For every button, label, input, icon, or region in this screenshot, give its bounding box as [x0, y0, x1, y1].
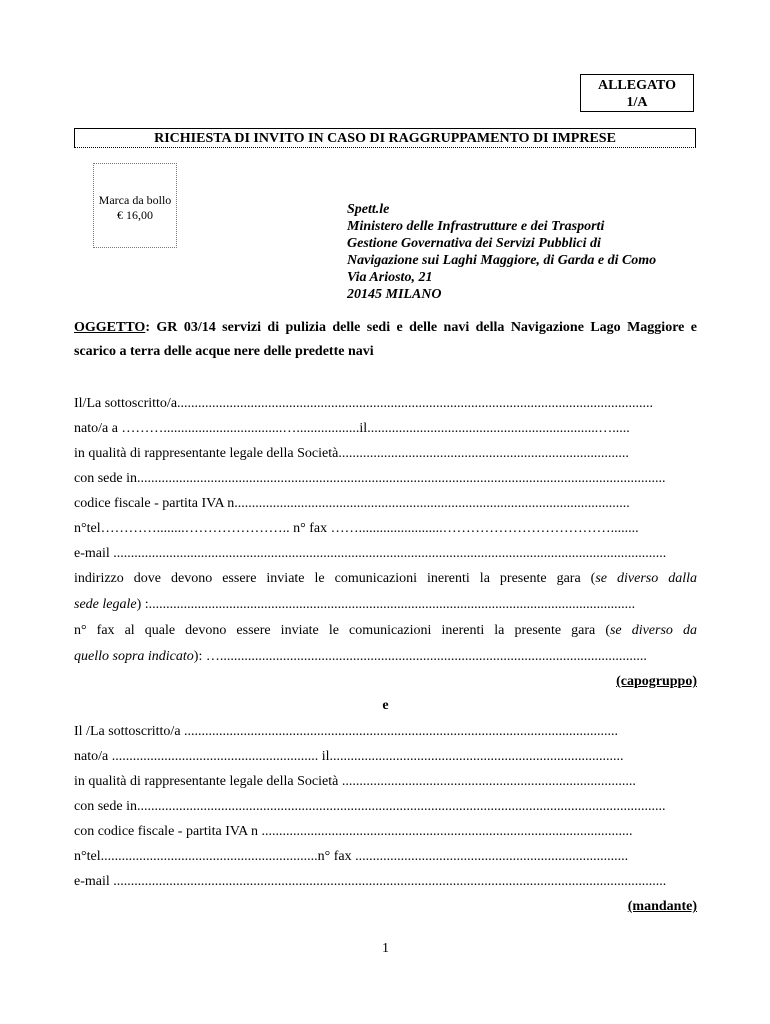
mandante-role-label: (mandante): [627, 899, 697, 914]
conjunction-label: e: [382, 698, 389, 713]
recipient-address: [347, 201, 656, 303]
allegato-box: [580, 74, 694, 112]
capogruppo-role-field: in qualità di rappresentante legale della Società...................................................................................: [74, 446, 629, 461]
page-number: 1: [382, 941, 389, 956]
mandante-birth-field: nato/a ........................................................... il....................................................................................: [74, 749, 624, 764]
comm-address-note: se diverso dalla: [595, 571, 697, 586]
capogruppo-comm-fax-field: [74, 648, 697, 665]
capogruppo-vat-field: codice fiscale - partita IVA n.................................................................................................................: [74, 496, 630, 511]
comm-address-note-cont: sede legale: [74, 597, 137, 612]
stamp-label: Marca da bollo: [98, 193, 172, 207]
recipient-line: Spett.le: [347, 202, 390, 217]
stamp-box: [93, 163, 177, 248]
comm-fax-note-cont: quello sopra indicato: [74, 649, 194, 664]
capogruppo-phone-fax-field: n°tel…………........………………….. n° fax ……........................………………………………........: [74, 521, 639, 536]
comm-address-dots: ) :...........................................................................................................................................: [136, 597, 636, 612]
allegato-label: ALLEGATO: [597, 78, 677, 93]
mandante-address-field: con sede in.......................................................................................................................................................: [74, 799, 666, 814]
capogruppo-address-field: con sede in.......................................................................................................................................................: [74, 471, 666, 486]
recipient-line: 20145 MILANO: [347, 287, 442, 302]
recipient-line: Navigazione sui Laghi Maggiore, di Garda e di Como: [347, 253, 657, 268]
allegato-number: 1/A: [626, 95, 648, 110]
subject-label: OGGETTO: [74, 320, 146, 335]
mandante-role-field: in qualità di rappresentante legale della Società ....................................................................................: [74, 774, 636, 789]
recipient-line: Ministero delle Infrastrutture e dei Trasporti: [347, 219, 605, 234]
capogruppo-email-field: e-mail ..............................................................................................................................................................: [74, 546, 667, 561]
mandante-phone-fax-field: n°tel..............................................................n° fax ..............................................................................: [74, 849, 629, 864]
comm-fax-note: se diverso da: [609, 623, 697, 638]
capogruppo-comm-address-label: [74, 570, 697, 587]
mandante-email-field: e-mail ..............................................................................................................................................................: [74, 874, 667, 889]
document-title: RICHIESTA DI INVITO IN CASO DI RAGGRUPPAMENTO DI IMPRESE: [74, 128, 696, 148]
recipient-line: Via Ariosto, 21: [347, 270, 433, 285]
recipient-line: Gestione Governativa dei Servizi Pubblici di: [347, 236, 601, 251]
stamp-amount: € 16,00: [117, 208, 153, 222]
subject-text: GR 03/14 servizi di pulizia delle sedi e delle navi della Navigazione Lago Maggiore e scarico a terra delle acque nere delle predette navi: [74, 320, 697, 359]
comm-fax-dots: ): …..........................................................................................................................: [193, 649, 647, 664]
subject-paragraph: [74, 316, 697, 364]
comm-address-text: indirizzo dove devono essere inviate le comunicazioni inerenti la presente gara (: [74, 571, 596, 586]
capogruppo-role-label: (capogruppo): [616, 674, 697, 689]
mandante-name-field: Il /La sottoscritto/a ............................................................................................................................: [74, 724, 619, 739]
comm-fax-text: n° fax al quale devono essere inviate le comunicazioni inerenti la presente gara (: [74, 623, 610, 638]
capogruppo-comm-fax-label: [74, 622, 697, 639]
capogruppo-name-field: Il/La sottoscritto/a........................................................................................................................................: [74, 396, 654, 411]
capogruppo-comm-address-field: [74, 596, 697, 613]
mandante-vat-field: con codice fiscale - partita IVA n ..........................................................................................................: [74, 824, 633, 839]
subject-colon: :: [145, 320, 150, 335]
capogruppo-birth-field: nato/a a ………..................................…..................il..................................................................….....: [74, 421, 630, 436]
